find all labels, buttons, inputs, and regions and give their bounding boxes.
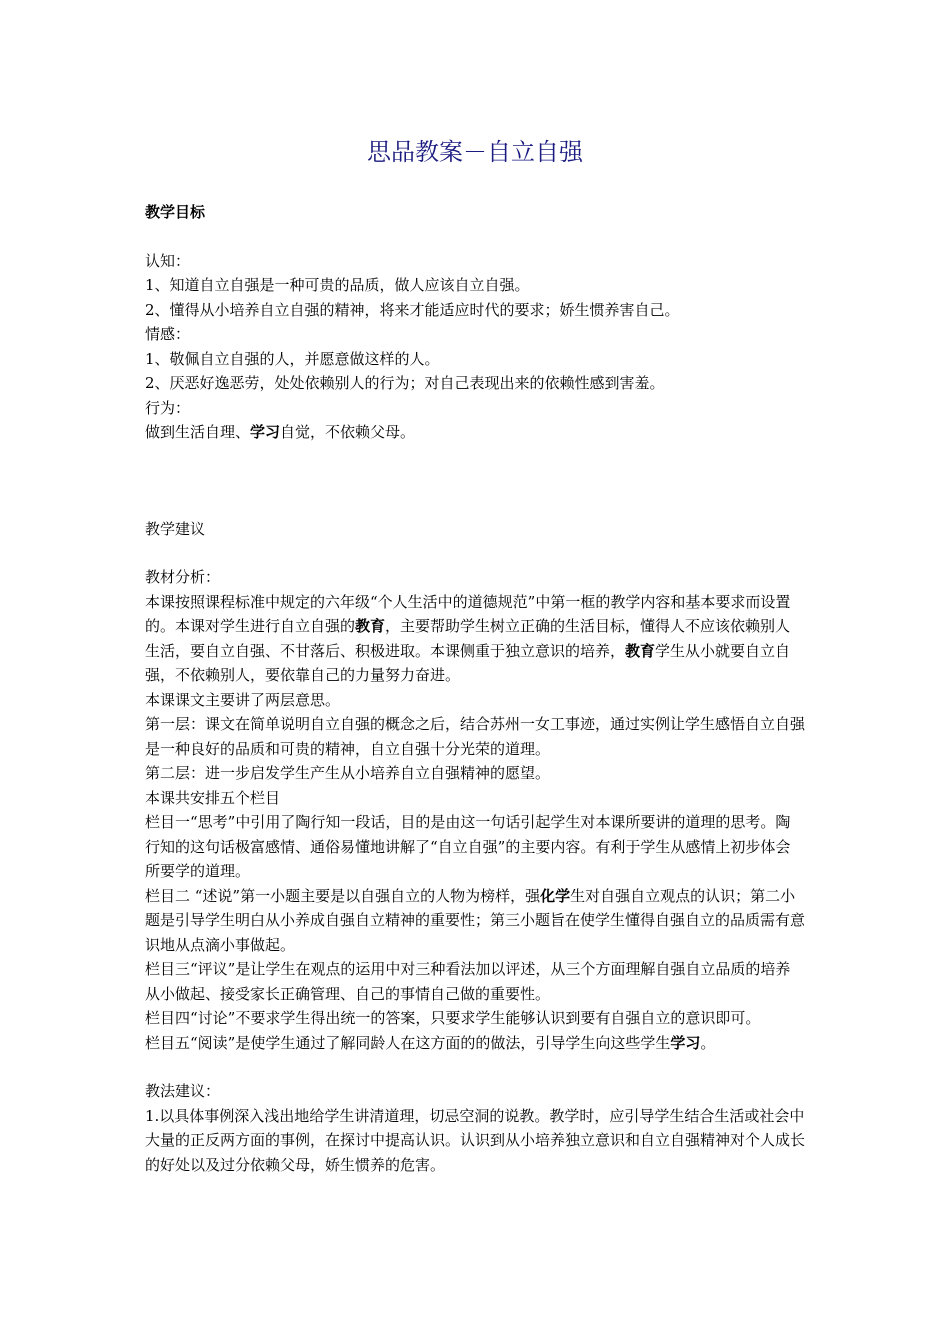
text-run: 做到生活自理、 [145, 423, 251, 441]
material-paragraph-5: 本课共安排五个栏目 [145, 788, 281, 807]
bold-link-text: 学习 [250, 423, 281, 441]
material-paragraph-1 [145, 590, 805, 688]
bold-link-text: 学习 [670, 1033, 701, 1052]
text-run: 。 [700, 1033, 716, 1052]
material-paragraph-10 [145, 1031, 805, 1056]
text-run: 栏目五“阅读”是使学生通过了解同龄人在这方面的的做法，引导学生向这些学生 [145, 1033, 671, 1052]
emotion-item-1: 1、敬佩自立自强的人，并愿意做这样的人。 [145, 349, 440, 368]
material-paragraph-8: 栏目三“评议”是让学生在观点的运用中对三种看法加以评述，从三个方面理解自强自立品质的培养从小做起、接受家长正确管理、自己的事情自己做的重要性。 [145, 960, 791, 1003]
bold-link-text: 化学 [540, 886, 571, 905]
text-run: 栏目二 “述说”第一小题主要是以自强自立的人物为榜样，强 [145, 886, 541, 905]
section-heading-suggestions: 教学建议 [145, 519, 206, 538]
method-suggestion-label: 教法建议： [145, 1082, 221, 1100]
spacer [145, 541, 805, 565]
text-run: ，主要帮助学生树立正确的生活目标，懂得人不应该依赖别人生活，要自立自强、不甘落后、积极进取。本课侧重于独立意识的培养， [145, 617, 791, 660]
text-run: 学生从小就要自立自强，不依赖别人，要依靠自己的力量努力奋进。 [145, 641, 791, 684]
spacer [145, 225, 805, 249]
behavior-label: 行为： [145, 398, 191, 417]
material-paragraph-9: 栏目四“讨论”不要求学生得出统一的答案，只要求学生能够认识到要有自强自立的意识即可。 [145, 1009, 761, 1027]
method-item-1: 1.以具体事例深入浅出地给学生讲清道理，切忌空洞的说教。教学时，应引导学生结合生活或社会中大量的正反两方面的事例，在探讨中提高认识。认识到从小培养独立意识和自立自强精神对个人成长的好处以及过分依赖父母，娇生惯养的危害。 [145, 1106, 806, 1174]
material-analysis-label: 教材分析： [145, 568, 221, 586]
material-paragraph-2: 本课课文主要讲了两层意思。 [145, 690, 341, 709]
material-paragraph-3: 第一层：课文在简单说明自立自强的概念之后，结合苏州一女工事迹，通过实例让学生感悟自立自强是一种良好的品质和可贵的精神，自立自强十分光荣的道理。 [145, 715, 806, 758]
text-run: 生对自强自立观点的认识；第二小题是引导学生明白从小养成自强自立精神的重要性；第三小题旨在使学生懂得自强自立的品质需有意识地从点滴小事做起。 [145, 886, 806, 954]
cognition-item-2: 2、懂得从小培养自立自强的精神，将来才能适应时代的要求；娇生惯养害自己。 [145, 300, 680, 319]
emotion-label: 情感： [145, 325, 191, 343]
document-title: 思品教案－自立自强 [367, 138, 583, 166]
material-paragraph-7 [145, 884, 805, 958]
behavior-item [145, 420, 805, 445]
cognition-label: 认知： [145, 251, 191, 270]
spacer [145, 445, 805, 517]
material-paragraph-4: 第二层：进一步启发学生产生从小培养自立自强精神的愿望。 [145, 764, 551, 782]
bold-link-text: 教育 [625, 641, 656, 660]
material-paragraph-6: 栏目一“思考”中引用了陶行知一段话，目的是由这一句话引起学生对本课所要讲的道理的思考。陶行知的这句话极富感情、通俗易懂地讲解了“自立自强”的主要内容。有利于学生从感情上初步体会所要学的道理。 [145, 813, 791, 880]
spacer [145, 1055, 805, 1079]
cognition-item-1: 1、知道自立自强是一种可贵的品质，做人应该自立自强。 [145, 276, 530, 294]
emotion-item-2: 2、厌恶好逸恶劳，处处依赖别人的行为；对自己表现出来的依赖性感到害羞。 [145, 374, 665, 392]
document-body [145, 200, 805, 1177]
text-run: 自觉，不依赖父母。 [280, 423, 416, 441]
bold-link-text: 教育 [355, 617, 386, 635]
section-heading-goals: 教学目标 [145, 203, 206, 221]
text-run: 本课按照课程标准中规定的六年级“个人生活中的道德规范”中第一框的教学内容和基本要求而设置的。本课对学生进行自立自强的 [145, 592, 791, 635]
